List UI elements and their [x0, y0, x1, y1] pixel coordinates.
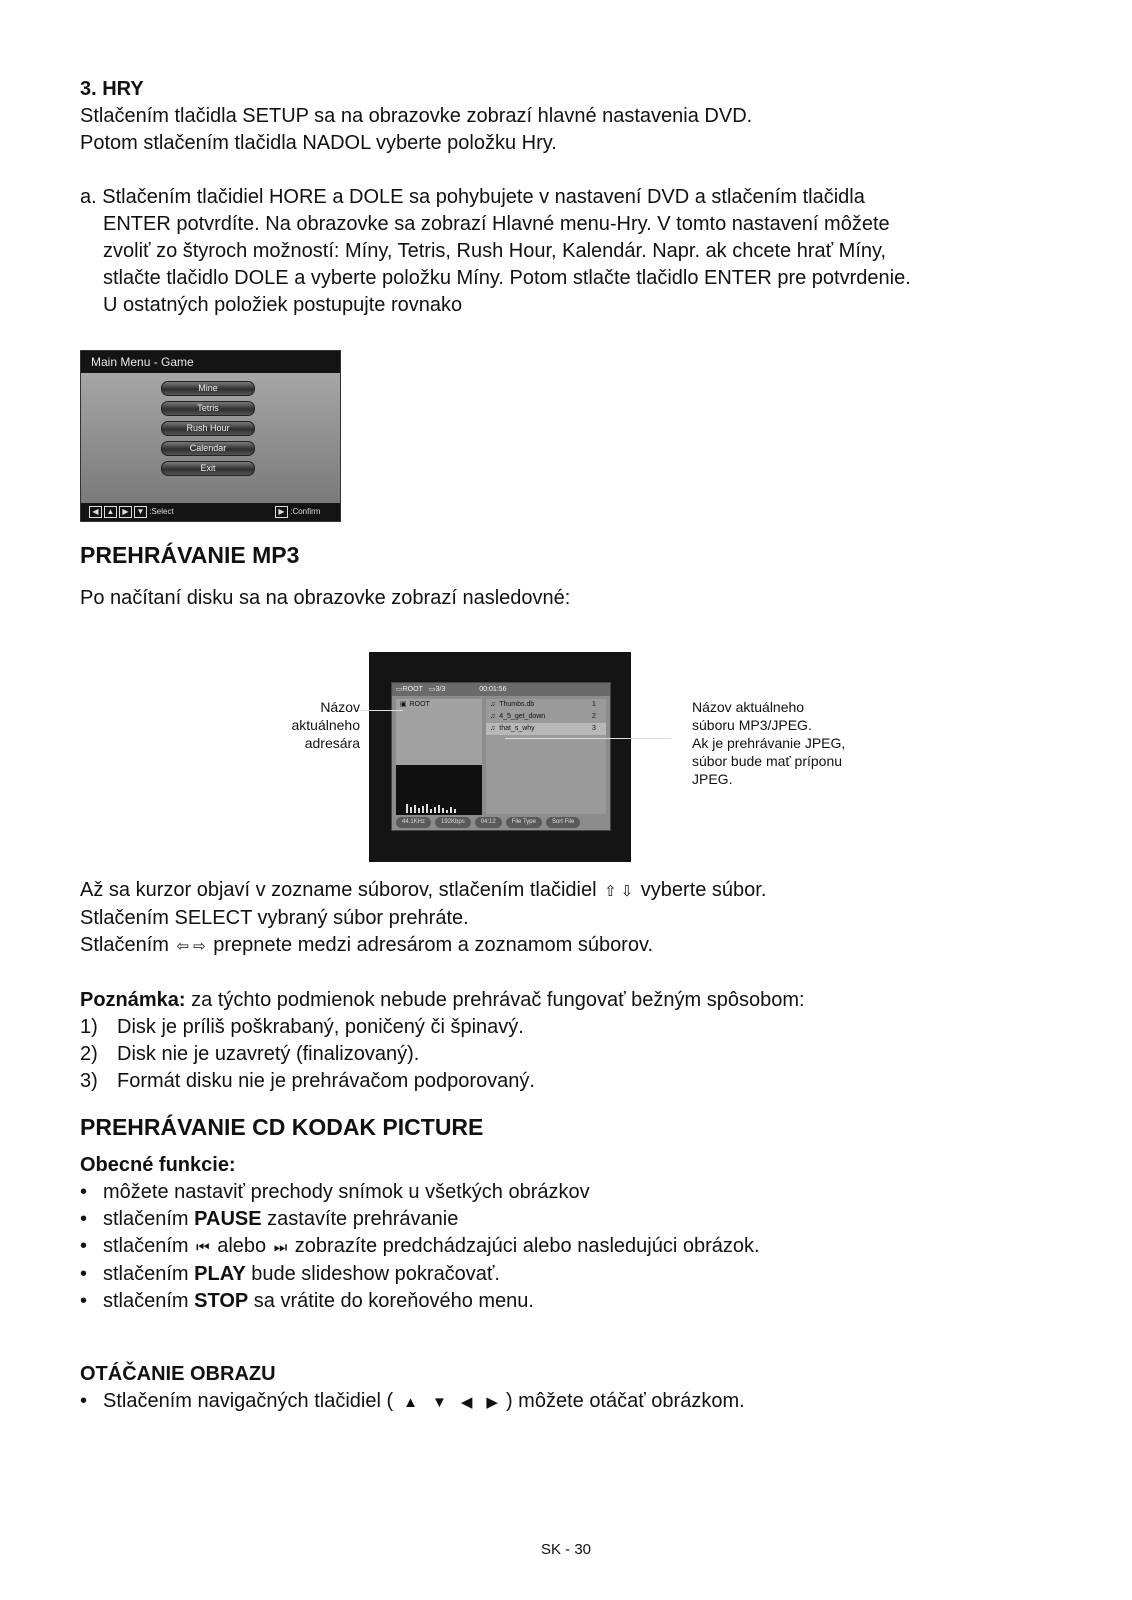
right-key-icon: ▶	[119, 506, 132, 518]
triangle-left-icon: ◀	[460, 1394, 473, 1411]
mp3-file-list	[486, 699, 606, 814]
mp3-line-c: Stlačením ⇦ ⇨ prepnete medzi adresárom a zoznamom súborov.	[80, 934, 654, 956]
triangle-right-icon: ▶	[486, 1394, 498, 1411]
game-item-calendar: Calendar	[161, 441, 255, 456]
condition-item: 1) Disk je príliš poškrabaný, poničený či špinavý.	[80, 1016, 524, 1038]
file-row: ♫ 4_5_get_down 2	[486, 711, 606, 723]
file-icon: ▭	[428, 686, 436, 693]
label-current-directory: Názov aktuálneho adresára	[291, 699, 360, 751]
triangle-down-icon: ▼	[432, 1394, 447, 1411]
game-menu-screenshot	[80, 350, 341, 522]
play-key-icon: ▶	[275, 506, 288, 518]
game-item-exit: Exit	[161, 461, 255, 476]
heading-mp3: PREHRÁVANIE MP3	[80, 542, 300, 568]
games-step-a: a. Stlačením tlačidiel HORE a DOLE sa pohybujete v nastavení DVD a stlačením tlačidla	[80, 186, 865, 208]
game-menu-title: Main Menu - Game	[81, 351, 340, 373]
callout-line-left	[356, 710, 403, 711]
file-row-selected: ♫ that_s_why 3	[486, 723, 606, 735]
games-step-a-3: zvoliť zo štyroch možností: Míny, Tetris, Rush Hour, Kalendár. Napr. ak chcete hrať Míny,	[103, 240, 887, 262]
label-current-file: Názov aktuálneho súboru MP3/JPEG. Ak je prehrávanie JPEG, súbor bude mať príponu JPEG.	[692, 699, 846, 787]
mp3-top-bar: ▭ ROOT ▭ 3/3 00:01:56	[392, 683, 610, 696]
mp3-intro: Po načítaní disku sa na obrazovke zobrazí nasledovné:	[80, 587, 571, 609]
condition-item: 2) Disk nie je uzavretý (finalizovaný).	[80, 1043, 420, 1065]
note-icon: ♫	[490, 713, 496, 720]
games-line-1: Stlačením tlačidla SETUP sa na obrazovke zobrazí hlavné nastavenia DVD.	[80, 105, 753, 127]
up-key-icon: ▲	[104, 506, 117, 518]
arrow-right-outline-icon: ⇨	[193, 938, 206, 955]
mp3-line-b: Stlačením SELECT vybraný súbor prehráte.	[80, 907, 469, 929]
page-number: SK - 30	[540, 1541, 592, 1558]
games-line-2: Potom stlačením tlačidla NADOL vyberte položku Hry.	[80, 132, 557, 154]
mp3-status-bar: 44.1KHz 192Kbps 04:12 File Type Sort File	[396, 817, 606, 828]
folder-icon: ▣	[400, 701, 407, 708]
mp3-note: Poznámka: za týchto podmienok nebude prehrávač fungovať bežným spôsobom:	[80, 989, 805, 1011]
game-item-rush-hour: Rush Hour	[161, 421, 255, 436]
heading-rotate: OTÁČANIE OBRAZU	[80, 1363, 276, 1385]
kodak-bullet: • stlačením PLAY bude slideshow pokračovať.	[80, 1263, 500, 1285]
games-step-a-2: ENTER potvrdíte. Na obrazovke sa zobrazí Hlavné menu-Hry. V tomto nastavení môžete	[103, 213, 890, 235]
arrow-up-outline-icon: ⇧	[604, 883, 617, 900]
skip-next-icon: ⏭	[273, 1239, 288, 1256]
arrow-left-outline-icon: ⇦	[176, 938, 190, 955]
kodak-bullet: • stlačením ⏮ alebo ⏭ zobrazíte predchádzajúci alebo nasledujúci obrázok.	[80, 1235, 760, 1257]
kodak-subheading: Obecné funkcie:	[80, 1154, 236, 1176]
folder-icon: ▭	[396, 686, 403, 693]
down-key-icon: ▼	[134, 506, 147, 518]
mp3-screenshot	[369, 652, 631, 862]
rotate-bullet: • Stlačením navigačných tlačidiel ( ▲ ▼ ◀ ▶ ) môžete otáčať obrázkom.	[80, 1390, 745, 1412]
game-menu-footer: ◀ ▲ ▶ ▼ :Select ▶ :Confirm	[81, 503, 340, 521]
games-step-a-5: U ostatných položiek postupujte rovnako	[103, 294, 463, 316]
triangle-up-icon: ▲	[403, 1394, 418, 1411]
kodak-bullet: • stlačením PAUSE zastavíte prehrávanie	[80, 1208, 459, 1230]
mp3-line-a: Až sa kurzor objaví v zozname súborov, stlačením tlačidiel ⇧ ⇩ vyberte súbor.	[80, 879, 767, 901]
callout-line-right	[505, 738, 671, 739]
left-key-icon: ◀	[89, 506, 102, 518]
heading-games: 3. HRY	[80, 78, 144, 100]
note-icon: ♫	[490, 725, 496, 732]
games-step-a-4: stlačte tlačidlo DOLE a vyberte položku Míny. Potom stlačte tlačidlo ENTER pre potvrdenie.	[103, 267, 911, 289]
spectrum-bars	[406, 803, 466, 813]
game-item-mine: Mine	[161, 381, 255, 396]
skip-previous-icon: ⏮	[196, 1239, 210, 1256]
note-icon: ♫	[490, 701, 496, 708]
mp3-folder-panel: ▣ ROOT	[396, 699, 482, 814]
kodak-bullet: • môžete nastaviť prechody snímok u všetkých obrázkov	[80, 1181, 590, 1203]
arrow-down-outline-icon: ⇩	[620, 883, 634, 900]
game-item-tetris: Tetris	[161, 401, 255, 416]
heading-kodak: PREHRÁVANIE CD KODAK PICTURE	[80, 1114, 484, 1140]
kodak-bullet: • stlačením STOP sa vrátite do koreňového menu.	[80, 1290, 534, 1312]
condition-item: 3) Formát disku nie je prehrávačom podporovaný.	[80, 1070, 535, 1092]
file-row: ♫ Thumbs.db 1	[486, 699, 606, 711]
